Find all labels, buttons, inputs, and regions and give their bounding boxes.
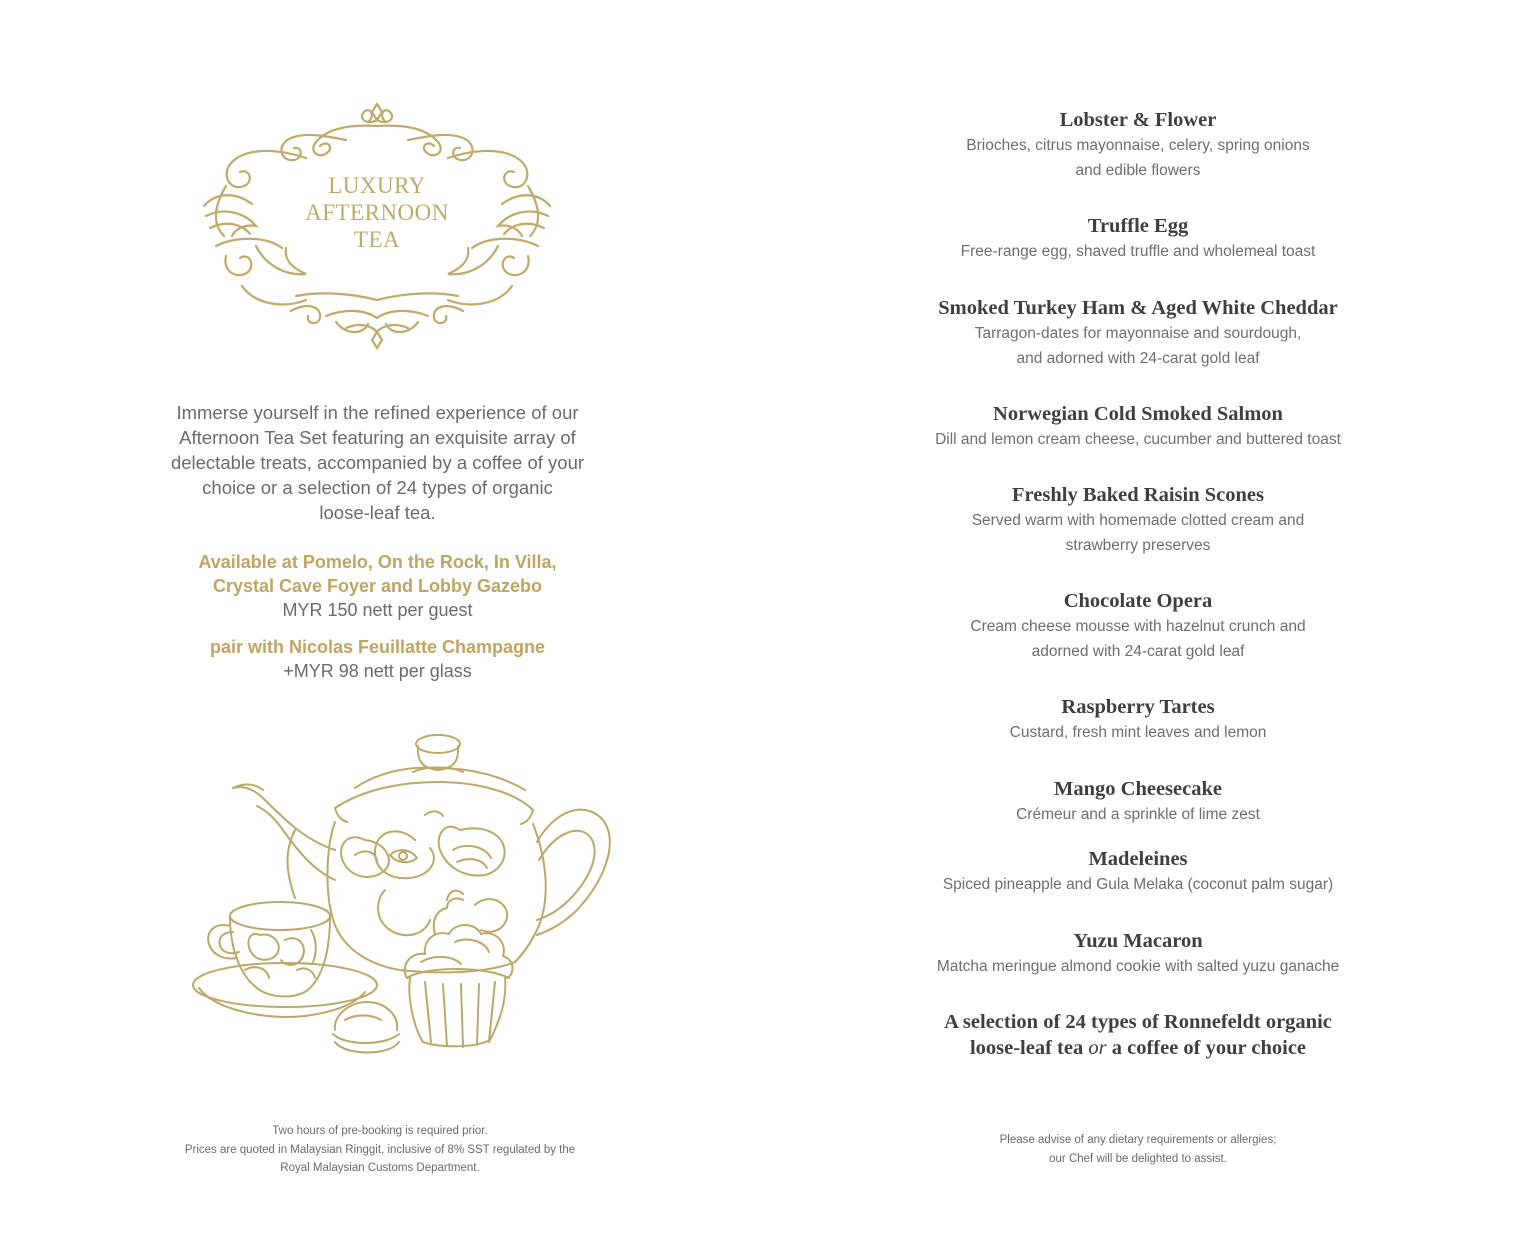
availability-line-1: Available at Pomelo, On the Rock, In Villa, <box>198 552 557 572</box>
menu-item <box>900 588 1376 664</box>
logo-line-1: LUXURY <box>328 173 426 198</box>
closing-line-1: A selection of 24 types of Ronnefeldt organic <box>944 1011 1332 1033</box>
closing-or: or <box>1088 1037 1107 1059</box>
intro-paragraph <box>150 400 605 525</box>
menu-item <box>900 482 1376 558</box>
logo <box>196 96 558 351</box>
guest-price: MYR 150 nett per guest <box>282 600 473 620</box>
menu-item-name: Madeleines <box>1088 848 1188 870</box>
footer-line: Prices are quoted in Malaysian Ringgit, inclusive of 8% SST regulated by the <box>184 1143 576 1156</box>
menu-item-name: Yuzu Macaron <box>1073 930 1203 952</box>
pairing-title: pair with Nicolas Feuillatte Champagne <box>209 637 546 657</box>
footer-line: Royal Malaysian Customs Department. <box>280 1162 480 1174</box>
intro-line: choice or a selection of 24 types of organic <box>202 477 553 498</box>
menu-item-desc: Spiced pineapple and Gula Melaka (coconut palm sugar) <box>942 876 1334 893</box>
closing-text-a: loose-leaf tea <box>969 1037 1089 1059</box>
intro-line: loose-leaf tea. <box>319 502 436 523</box>
menu-item <box>900 295 1376 371</box>
closing-text-b: a coffee of your choice <box>1106 1037 1307 1059</box>
teapot-teacup-cupcake-illustration-icon <box>185 730 615 1065</box>
menu-item-name: Lobster & Flower <box>1059 109 1217 131</box>
intro-line: delectable treats, accompanied by a coffee of your <box>170 452 585 473</box>
menu-item <box>900 928 1376 979</box>
menu-item-desc: Custard, fresh mint leaves and lemon <box>1009 724 1267 741</box>
left-footer-note <box>150 1122 610 1178</box>
menu-item <box>900 107 1376 183</box>
menu-item-name: Chocolate Opera <box>1063 590 1213 612</box>
menu-item-desc: Free-range egg, shaved truffle and wholemeal toast <box>960 243 1316 260</box>
menu-item <box>900 213 1376 264</box>
pairing-block <box>150 635 605 683</box>
footer-line: Please advise of any dietary requirements or allergies; <box>999 1134 1277 1146</box>
menu-item-desc: and adorned with 24-carat gold leaf <box>1016 350 1260 367</box>
tea-coffee-selection <box>900 1009 1376 1061</box>
logo-line-2: AFTERNOON <box>305 200 449 225</box>
menu-item <box>900 776 1376 827</box>
menu-item-name: Raspberry Tartes <box>1061 696 1215 718</box>
availability-block <box>150 550 605 622</box>
intro-line: Afternoon Tea Set featuring an exquisite array of <box>179 427 576 448</box>
menu-item-desc: adorned with 24-carat gold leaf <box>1031 643 1245 660</box>
menu-item-name: Norwegian Cold Smoked Salmon <box>993 403 1283 425</box>
menu-item <box>900 846 1376 897</box>
menu-item-desc: and edible flowers <box>1075 162 1201 179</box>
availability-line-2: Crystal Cave Foyer and Lobby Gazebo <box>212 576 543 596</box>
logo-text <box>196 96 558 351</box>
menu-item-desc: Crémeur and a sprinkle of lime zest <box>1016 806 1260 823</box>
footer-line: our Chef will be delighted to assist. <box>1049 1153 1227 1165</box>
menu-item-desc: strawberry preserves <box>1065 537 1211 554</box>
intro-line: Immerse yourself in the refined experience of our <box>176 402 579 423</box>
menu-item-name: Truffle Egg <box>1087 215 1189 237</box>
menu-item-name: Mango Cheesecake <box>1054 778 1222 800</box>
menu-item-desc: Dill and lemon cream cheese, cucumber and buttered toast <box>935 431 1341 448</box>
menu-item <box>900 401 1376 452</box>
closing-line-2 <box>900 1035 1376 1061</box>
menu-item-name: Smoked Turkey Ham & Aged White Cheddar <box>938 297 1338 319</box>
menu-item-desc: Brioches, citrus mayonnaise, celery, spring onions <box>966 137 1310 154</box>
menu-item-desc: Tarragon-dates for mayonnaise and sourdough, <box>974 325 1302 342</box>
menu-item <box>900 694 1376 745</box>
logo-line-3: TEA <box>353 227 401 252</box>
right-footer-note <box>900 1131 1376 1169</box>
pairing-price: +MYR 98 nett per glass <box>283 661 472 681</box>
teapot-illustration <box>185 730 615 1065</box>
footer-line: Two hours of pre-booking is required prior. <box>272 1125 488 1137</box>
menu-item-desc: Served warm with homemade clotted cream and <box>971 512 1305 529</box>
menu-item-name: Freshly Baked Raisin Scones <box>1012 484 1264 506</box>
menu-item-desc: Matcha meringue almond cookie with salted yuzu ganache <box>936 958 1340 975</box>
menu-item-desc: Cream cheese mousse with hazelnut crunch and <box>970 618 1306 635</box>
